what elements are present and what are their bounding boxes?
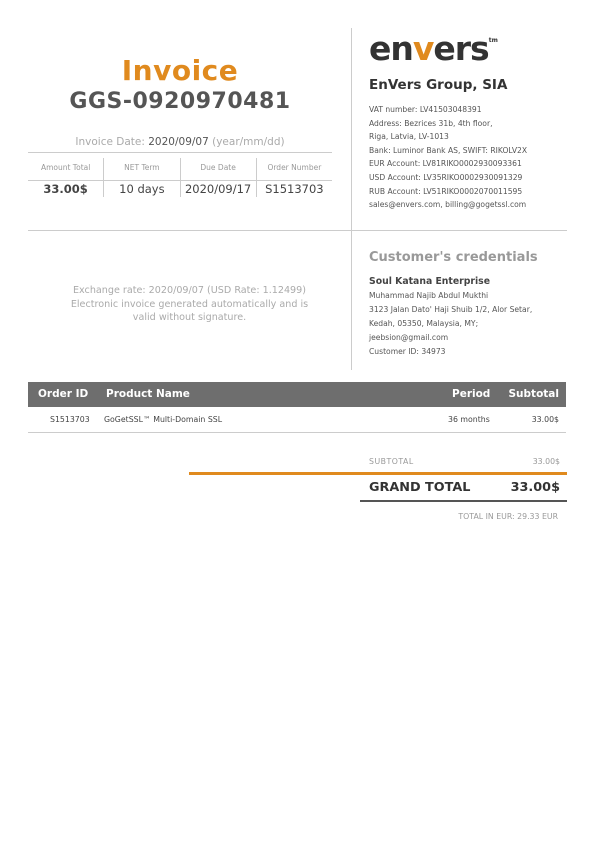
meta-label: Amount Total	[40, 163, 91, 172]
divider	[28, 180, 332, 181]
meta-value: 2020/09/17	[184, 182, 252, 196]
customer-id: Customer ID: 34973	[369, 347, 446, 356]
meta-amount-total	[28, 158, 104, 197]
cell-period: 36 months	[448, 415, 490, 424]
exchange-rate-line: Exchange rate: 2020/09/07 (USD Rate: 1.12499)	[72, 285, 307, 296]
divider	[28, 152, 332, 153]
subtotal-label: SUBTOTAL	[369, 457, 414, 466]
meta-value: 10 days	[119, 182, 165, 196]
meta-value: S1513703	[265, 182, 324, 196]
invoice-number: GGS-0920970481	[69, 89, 291, 114]
grand-total-value: 33.00$	[510, 480, 560, 495]
customer-details	[369, 289, 532, 359]
invoice-date-value: 2020/09/07	[148, 136, 209, 148]
cell-product-name: GoGetSSL™ Multi-Domain SSL	[104, 415, 223, 424]
company-details	[369, 103, 527, 212]
accent-divider	[189, 472, 567, 475]
signature-line: valid without signature.	[132, 312, 247, 323]
divider	[28, 230, 351, 231]
grand-total-label: GRAND TOTAL	[369, 480, 471, 495]
company-eur-account: EUR Account: LV81RIKO0002930093361	[369, 159, 522, 169]
divider	[352, 230, 567, 231]
company-rub-account: RUB Account: LV51RIKO0002070011595	[369, 186, 523, 196]
header-subtotal: Subtotal	[508, 388, 559, 400]
meta-label: Due Date	[200, 163, 236, 172]
envers-logo: envers$^{tm}$	[369, 29, 498, 68]
electronic-invoice-line: Electronic invoice generated automatically and is	[70, 298, 309, 310]
invoice-date-row	[28, 136, 332, 148]
meta-order-number	[257, 158, 332, 197]
company-bank: Bank: Luminor Bank AS, SWIFT: RIKOLV2X	[369, 145, 528, 155]
cell-order-id: S1513703	[50, 415, 90, 424]
total-in-eur: TOTAL IN EUR: 29.33 EUR	[458, 512, 558, 521]
exchange-rate-note	[28, 284, 351, 325]
customer-contact: Muhammad Najib Abdul Mukthi	[369, 291, 489, 300]
company-city: Riga, Latvia, LV-1013	[369, 132, 449, 142]
meta-label: Order Number	[267, 163, 322, 172]
table-header	[28, 382, 566, 407]
subtotal-value: 33.00$	[532, 457, 560, 466]
grand-total-underline	[360, 500, 567, 502]
invoice-date-format: (year/mm/dd)	[212, 136, 285, 148]
customer-email[interactable]: jeebsion@gmail.com	[369, 333, 449, 342]
header-product-name: Product Name	[106, 388, 190, 400]
meta-net-term	[104, 158, 180, 197]
customer-credentials-title: Customer's credentials	[369, 250, 538, 265]
company-vat: VAT number: LV41503048391	[369, 105, 482, 114]
company-emails[interactable]: sales@envers.com, billing@gogetssl.com	[369, 200, 527, 210]
vertical-divider	[351, 28, 352, 370]
cell-subtotal: 33.00$	[531, 415, 559, 424]
invoice-date-label: Invoice Date:	[75, 136, 145, 148]
customer-address: 3123 Jalan Dato' Haji Shuib 1/2, Alor Setar,	[369, 305, 533, 314]
invoice-title: Invoice	[121, 54, 239, 87]
table-row	[28, 408, 566, 433]
company-name: EnVers Group, SIA	[369, 77, 508, 93]
meta-label: NET Term	[124, 163, 160, 172]
customer-region: Kedah, 05350, Malaysia, MY;	[369, 319, 479, 328]
header-period: Period	[452, 388, 491, 400]
header-order-id: Order ID	[38, 388, 89, 400]
meta-due-date	[181, 158, 257, 197]
company-address: Address: Bezrices 31b, 4th floor,	[369, 118, 493, 128]
invoice-meta	[28, 158, 332, 197]
meta-value: 33.00$	[43, 182, 88, 196]
customer-name: Soul Katana Enterprise	[369, 276, 491, 287]
company-usd-account: USD Account: LV35RIKO0002930091329	[369, 172, 523, 182]
